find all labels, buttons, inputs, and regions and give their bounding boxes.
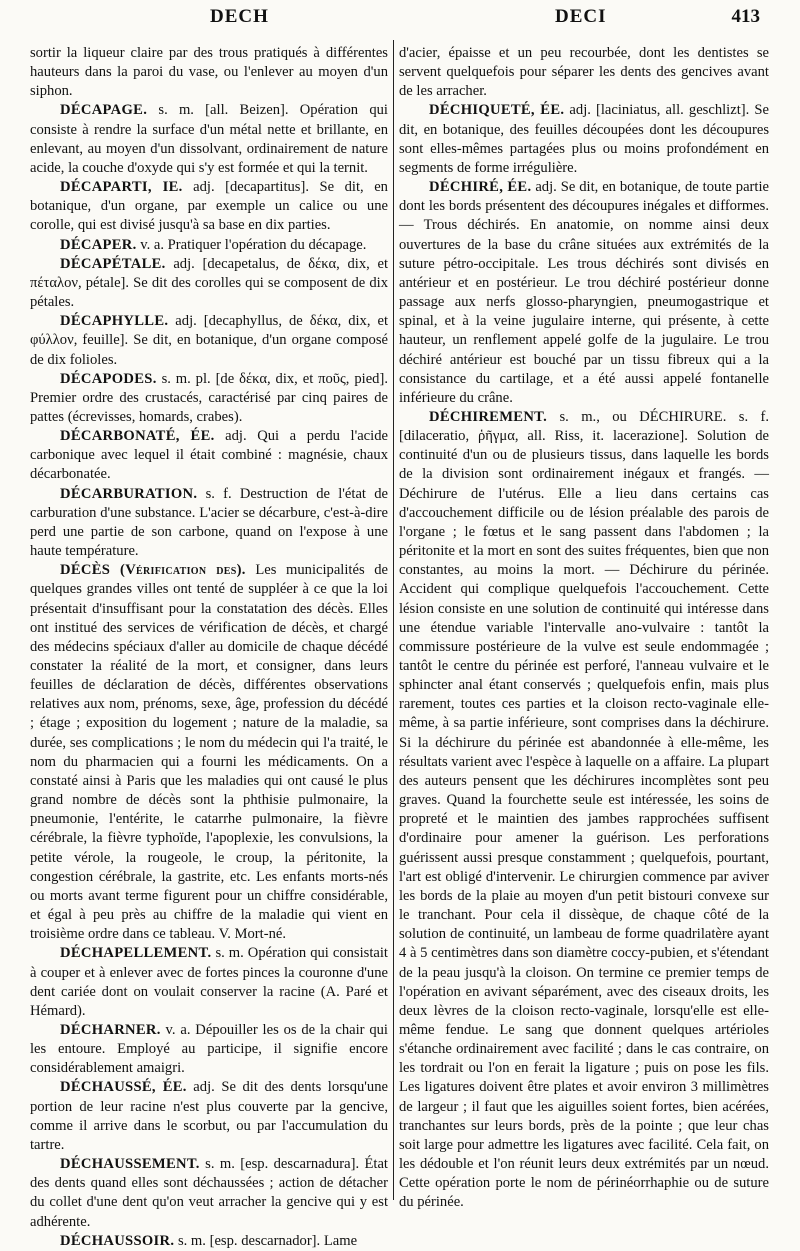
dictionary-entry (30, 236, 388, 255)
running-head-left: DECH (210, 6, 269, 27)
entry-text: Les municipalités de quelques grandes villes ont tenté de suppléer à ce que la loi présentait d'insuffisant pour la constatation des décès. Elles ont institué des services de vérification de décès, et chargé des médecins spéciaux d'aller au domicile de chaque décédé constater la réalité de la mort, et consigner, dans leurs feuilles de déclaration de décès, différentes observations relatives aux nom, prénoms, sexe, âge, profession du décédé ; étage ; exposition du logement ; nature de la maladie, sa durée, ses complications ; le nom du médecin qui l'a traité, le nom du pharmacien qui a fourni les médicaments. On a constaté ainsi à Paris que les maladies qui ont causé le plus grand nombre de décès sont la phthisie pulmonaire, la pneumonie, l'entérite, le catarrhe pulmonaire, la fièvre cérébrale, la fièvre typhoïde, l'apoplexie, les convulsions, la petite vérole, la rougeole, le croup, la péritonite, la congestion cérébrale, la gastrite, etc. Les enfants morts-nés ou morts avant terme figurent pour un chiffre considérable, et égal à peu près au chiffre de la maladie qui vient en troisième ordre dans ce tableau. V. Mort-né. (30, 562, 388, 943)
entry-text: s. m. Opération qui consistait à couper et à enlever avec de fortes pinces la couronne d'une dent cariée dont on voulait conserver la racine (A. Paré et Hémard). (30, 945, 388, 1019)
entry-headword: DÉCAPÉTALE. (60, 255, 166, 272)
dictionary-entry (30, 1021, 388, 1078)
dictionary-entry (30, 312, 388, 369)
entry-text: v. a. Dépouiller les os de la chair qui les entoure. Employé au participe, il signifie encore considérablement amaigri. (30, 1021, 388, 1077)
dictionary-entry (30, 485, 388, 562)
entry-text: d'acier, épaisse et un peu recourbée, dont les dentistes se servent quelquefois pour séparer les dents des gencives avant de les arracher. (399, 45, 769, 100)
entry-text: s. m. [esp. descarnador]. Lame (177, 1232, 358, 1249)
dictionary-entry (30, 427, 388, 484)
dictionary-entry (30, 370, 388, 427)
entry-headword: DÉCAPHYLLE. (60, 313, 169, 330)
dictionary-entry (399, 44, 769, 101)
entry-text: sortir la liqueur claire par des trous pratiqués à différentes hauteurs dans la paroi du vase, ou l'enlever au moyen d'un siphon. (30, 45, 388, 100)
dictionary-entry (30, 101, 388, 178)
entry-headword: DÉCHAUSSEMENT. (60, 1156, 200, 1173)
left-column (30, 44, 388, 1249)
entry-text: v. a. Pratiquer l'opération du décapage. (140, 236, 367, 253)
entry-headword: DÉCÈS (Vérification des). (60, 562, 246, 579)
right-column (399, 44, 769, 1211)
running-head-right: DECI (555, 6, 607, 27)
entry-headword: DÉCHAPELLEMENT. (60, 945, 212, 962)
page-number: 413 (731, 6, 760, 27)
entry-text: adj. [decapetalus, de δέκα, dix, et πέταλον, pétale]. Se dit des corolles qui se composent de dix pétales. (30, 255, 388, 311)
dictionary-entry (399, 101, 769, 178)
entry-text: adj. [laciniatus, all. geschlizt]. Se dit, en botanique, des feuilles découpées dont les découpures sont elles-mêmes partagées plus ou moins profondément en segments de forme irrégulière. (399, 102, 769, 176)
dictionary-entry (30, 1232, 388, 1251)
dictionary-entry (30, 255, 388, 312)
column-divider (393, 40, 394, 1200)
dictionary-entry (30, 944, 388, 1021)
entry-headword: DÉCAPER. (60, 236, 137, 253)
dictionary-entry (399, 178, 769, 408)
entry-headword: DÉCHIRÉ, ÉE. (429, 179, 532, 196)
entry-text: s. f. Destruction de l'état de carburation d'une substance. L'acier se décarbure, c'est-à-dire perd une partie de son carbone, quand on l'expose à une haute température. (30, 485, 388, 560)
entry-headword: DÉCARBONATÉ, ÉE. (60, 428, 215, 445)
entry-text: s. m. [esp. descarnadura]. État des dents quand elles sont déchaussées ; action de détacher du collet d'une dent qu'on veut arracher la gencive qui y est adhérente. (30, 1156, 388, 1230)
entry-text: adj. [decapartitus]. Se dit, en botanique, d'un organe, par exemple un calice ou une corolle, qui est divisé jusqu'à sa base en dix parties. (30, 179, 388, 234)
entry-headword: DÉCHAUSSÉ, ÉE. (60, 1079, 187, 1096)
entry-text: s. m. [all. Beizen]. Opération qui consiste à rendre la surface d'un métal nette et brillante, en enlevant, au moyen d'un dissolvant, ordinairement de nature acide, la couche d'oxyde qui s'y est formée et qui la ternit. (30, 102, 388, 176)
entry-headword: DÉCHAUSSOIR. (60, 1232, 175, 1249)
dictionary-entry (30, 44, 388, 101)
entry-headword: DÉCAPARTI, IE. (60, 179, 183, 196)
entry-text: s. m. pl. [de δέκα, dix, et ποῦς, pied]. Premier ordre des crustacés, caractérisé par cinq paires de pattes (écrevisses, homards, crabes). (30, 370, 388, 425)
dictionary-entry (399, 408, 769, 1213)
entry-headword: DÉCAPODES. (60, 370, 157, 387)
dictionary-entry (30, 178, 388, 235)
dictionary-entry (30, 1155, 388, 1232)
entry-headword: DÉCHIQUETÉ, ÉE. (429, 102, 565, 119)
dictionary-entry (30, 1078, 388, 1155)
entry-headword: DÉCHARNER. (60, 1021, 161, 1038)
dictionary-entry (30, 561, 388, 944)
entry-headword: DÉCHIREMENT. (429, 408, 548, 425)
entry-text: adj. Qui a perdu l'acide carbonique avec lequel il était combiné : magnésie, chaux décarbonatée. (30, 428, 388, 483)
entry-text: adj. Se dit des dents lorsqu'une portion de leur racine n'est plus couverte par la gencive, comme il arrive dans le scorbut, ou par l'accumulation du tartre. (30, 1079, 388, 1153)
entry-text: s. m., ou DÉCHIRURE. s. f. [dilaceratio, ῥῆγμα, all. Riss, it. lacerazione]. Solution de continuité d'un ou de plusieurs tissus, dans laquelle les bords de la division sont ordinairement inégaux et frangés. — Déchirure de l'utérus. Elle a lieu dans certains cas d'accouchement difficile ou de lésion préalable des parois de l'organe ; le fœtus et le sang passent dans l'abdomen ; la péritonite et la mort en sont des suites fréquentes, bien que non constantes, au moins la mort. — Déchirure du périnée. Accident qui complique quelquefois l'accouchement. Cette lésion consiste en une solution de continuité qui intéresse dans une étendue variable l'intervalle ano-vulvaire : tantôt la commissure postérieure de la vulve est seule endommagée ; tantôt le centre du périnée est perforé, l'anneau vulvaire et le sphincter anal étant conservés ; quelquefois enfin, mais plus rarement, toutes ces parties et la cloison recto-vaginale elle-même, à sa partie inférieure, sont comprises dans la déchirure. Si la déchirure du périnée est abandonnée à elle-même, les résultats varient avec l'espèce à laquelle on a affaire. La plupart des auteurs pensent que les déchirures incomplètes sont peu graves. Quand la fourchette seule est intéressée, les soins de propreté et le maintien des jambes rapprochées suffisent d'ordinaire pour amener la guérison. Les perforations guérissent aussi presque constamment ; quelquefois, pourtant, l'art est obligé d'intervenir. Le chirurgien commence par aviver les bords de la plaie au moyen d'un petit bistouri convexe sur le tranchant. Pour cela il dissèque, de chaque côté de la solution de continuité, un lambeau de forme quadrilatère ayant 4 à 5 centimètres dans son diamètre coccy-pubien, et s'étendant de la peau jusqu'à la cloison. On termine ce premier temps de l'opération en avivant séparément, avec des ciseaux droits, les deux lèvres de la cloison recto-vaginale, lorsqu'elle est elle-même fendue. Le sang que donnent quelques artérioles s'étanche ordinairement avec facilité ; dans le cas contraire, on les tordrait ou l'on en ferait la ligature ; puis on pose les fils. Les ligatures doivent être plates et avoir environ 3 millimètres de largeur ; il faut que les aiguilles soient fortes, bien acérées, tranchantes sur leurs bords, près de la pointe ; que leur chas soit large pour admettre les ligatures avec facilité. Cela fait, on les dédouble et l'on réunit leurs deux extrémités par un nœud. Cette opération porte le nom de périnéorrhaphie ou de suture du périnée. (399, 408, 769, 1211)
entry-text: adj. Se dit, en botanique, de toute partie dont les bords présentent des découpures inégales et difformes. — Trous déchirés. En anatomie, on nomme ainsi deux ouvertures de la base du crâne situées aux extrémités de la suture pétro-occipitale. Les trous déchirés sont divisés en antérieur et en postérieur. Le trou déchiré postérieur donne passage aux nerfs glosso-pharyngien, pneumogastrique et spinal, et à la veine jugulaire interne, qui présente, à cette hauteur, un renflement appelé golfe de la jugulaire. Le trou déchiré antérieur est bouché par un tissu fibreux qui a la consistance du cartilage, et a été aussi appelé fontanelle inférieure du crâne. (399, 179, 769, 406)
entry-headword: DÉCAPAGE. (60, 102, 148, 119)
entry-text: adj. [decaphyllus, de δέκα, dix, et φύλλον, feuille]. Se dit, en botanique, d'un organe composé de dix folioles. (30, 313, 388, 368)
entry-headword: DÉCARBURATION. (60, 485, 198, 502)
